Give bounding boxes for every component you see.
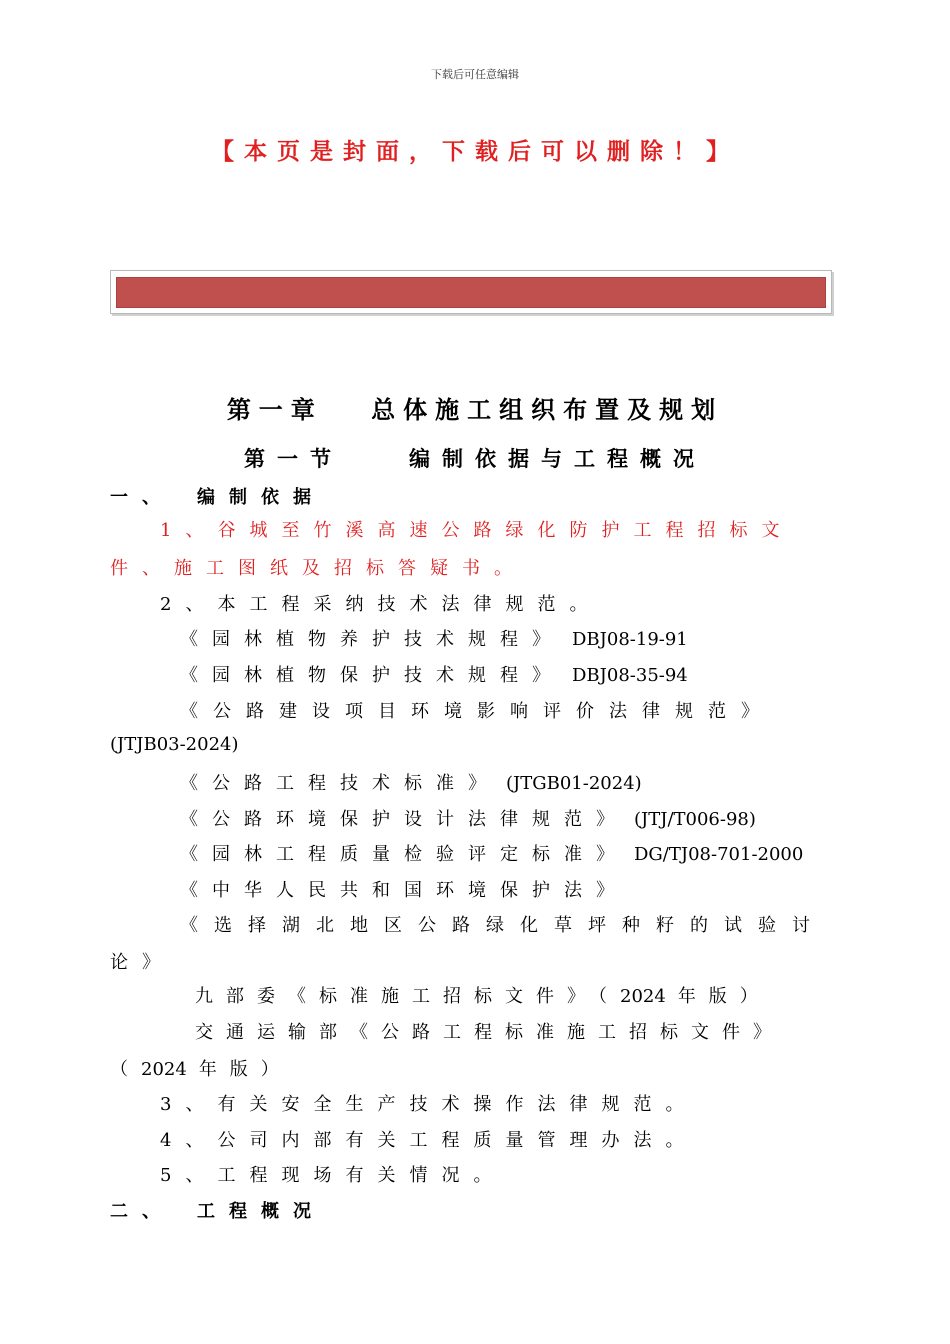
standard-1-code: DBJ08-19-91 xyxy=(572,629,688,650)
standard-9-text: 九部委《标准施工招标文件》（ xyxy=(195,986,620,1007)
standard-10-paren: （ xyxy=(110,1059,141,1080)
standard-1-name: 《园林植物养护技术规程》 xyxy=(180,629,564,650)
standard-10-line-2 xyxy=(110,1055,292,1081)
standard-9-tail: 年版） xyxy=(677,986,771,1007)
standard-4-code: (JTGB01-2024) xyxy=(506,773,642,794)
standard-3-code: (JTJB03-2024) xyxy=(110,734,239,755)
standard-1 xyxy=(180,625,688,651)
standard-7: 《中华人民共和国环境保护法》 xyxy=(180,880,628,901)
standard-6-name: 《园林工程质量检验评定标准》 xyxy=(180,844,628,865)
heading-overview: 二、 工程概况 xyxy=(110,1201,325,1222)
standard-2-name: 《园林植物保护技术规程》 xyxy=(180,665,564,686)
section-title: 第一节 编制依据与工程概况 xyxy=(244,447,706,471)
standard-8-line-2: 论》 xyxy=(110,952,174,973)
standard-5-name: 《公路环境保护设计法律规范》 xyxy=(180,809,628,830)
standard-6 xyxy=(180,840,803,866)
heading-basis: 一、 编制依据 xyxy=(110,487,325,508)
standard-6-code: DG/TJ08-701-2000 xyxy=(634,844,804,865)
header-note: 下载后可任意编辑 xyxy=(431,68,519,81)
standard-10-year: 2024 xyxy=(141,1059,187,1080)
banner-fill xyxy=(116,277,826,308)
item-2: 2、本工程采纳技术法律规范。 xyxy=(160,594,602,615)
cover-removal-note: 【本页是封面，下载后可以删除！】 xyxy=(211,139,739,165)
standard-4 xyxy=(180,769,642,795)
standard-3-name: 《公路建设项目环境影响评价法律规范》 xyxy=(180,701,774,722)
decorative-banner xyxy=(110,270,832,314)
standard-9-year: 2024 xyxy=(620,986,666,1007)
standard-8-line-1: 《选择湖北地区公路绿化草坪种籽的试验讨 xyxy=(180,915,826,936)
standard-5 xyxy=(180,805,756,831)
standard-2-code: DBJ08-35-94 xyxy=(572,665,688,686)
item-1-line-1: 1、谷城至竹溪高速公路绿化防护工程招标文 xyxy=(160,520,794,541)
standard-2 xyxy=(180,661,688,687)
item-3: 3、有关安全生产技术操作法律规范。 xyxy=(160,1094,698,1115)
item-1-line-2: 件、施工图纸及招标答疑书。 xyxy=(110,558,526,579)
item-4: 4、公司内部有关工程质量管理办法。 xyxy=(160,1130,698,1151)
standard-9 xyxy=(195,982,771,1008)
standard-10-tail: 年版） xyxy=(198,1059,292,1080)
standard-5-code: (JTJ/T006-98) xyxy=(634,809,756,830)
item-5: 5、工程现场有关情况。 xyxy=(160,1165,506,1186)
standard-10-line-1: 交通运输部《公路工程标准施工招标文件》 xyxy=(195,1022,784,1043)
standard-4-name: 《公路工程技术标准》 xyxy=(180,773,500,794)
chapter-title: 第一章 总体施工组织布置及规划 xyxy=(226,396,724,424)
